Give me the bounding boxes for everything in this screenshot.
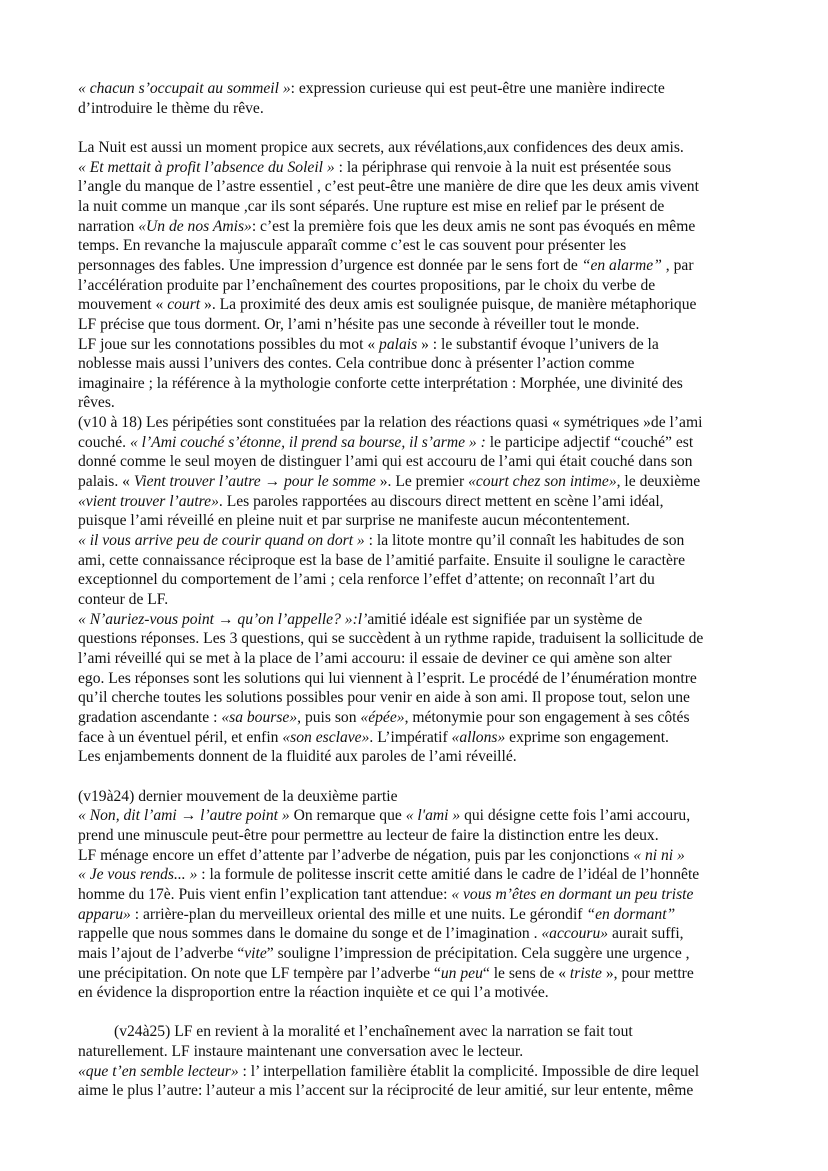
quoted-excerpt: « ni ni » xyxy=(633,846,685,864)
quoted-excerpt: apparu» xyxy=(78,905,131,923)
text-line xyxy=(78,295,768,315)
text-run: aime le plus l’autre: l’auteur a mis l’accent sur la réciprocité de leur amitié, sur leur entente, même xyxy=(78,1082,694,1100)
paragraph-p3 xyxy=(78,787,768,1003)
text-line xyxy=(78,315,768,335)
text-run: donné comme le seul moyen de distinguer l’ami qui est accouru de l’ami qui était couché dans son xyxy=(78,453,693,471)
text-line xyxy=(78,413,768,433)
text-run: “ le sens de « xyxy=(482,964,570,982)
text-line xyxy=(78,531,768,551)
paragraph-p1 xyxy=(78,79,768,118)
text-run: . L’impératif xyxy=(369,728,452,746)
text-run: exceptionnel du comportement de l’ami ; cela renforce l’effet d’attente; on reconnaît l’art du xyxy=(78,571,655,589)
text-run: : la périphrase qui renvoie à la nuit est présentée sous xyxy=(334,158,672,176)
text-line xyxy=(78,393,768,413)
text-run: On remarque que xyxy=(289,807,406,825)
text-line xyxy=(78,629,768,649)
text-run: rêves. xyxy=(78,394,115,412)
text-line xyxy=(78,1022,768,1042)
text-line xyxy=(78,649,768,669)
text-line xyxy=(78,217,768,237)
text-line xyxy=(78,236,768,256)
quoted-excerpt: “en dormant” xyxy=(586,905,676,923)
text-line xyxy=(78,944,768,964)
text-line xyxy=(78,885,768,905)
paragraph-p4 xyxy=(78,1022,768,1101)
text-run: La Nuit est aussi un moment propice aux secrets, aux révélations,aux confidences des deux amis. xyxy=(78,138,684,156)
text-line xyxy=(78,79,768,99)
text-run: gradation ascendante : xyxy=(78,708,222,726)
quoted-excerpt: un peu xyxy=(440,964,483,982)
text-line xyxy=(78,492,768,512)
text-run: qui désigne cette fois l’ami accouru, xyxy=(460,807,691,825)
text-line xyxy=(78,99,768,119)
text-run: personnages des fables. Une impression d’urgence est donnée par le sens fort de xyxy=(78,256,582,274)
text-run: : c’est la première fois que les deux amis ne sont pas évoqués en même xyxy=(251,217,696,235)
text-run: d’introduire le thème du rêve. xyxy=(78,99,264,117)
text-run: LF précise que tous dorment. Or, l’ami n’hésite pas une seconde à réveiller tout le monde. xyxy=(78,315,640,333)
text-line xyxy=(78,728,768,748)
text-run: naturellement. LF instaure maintenant une conversation avec le lecteur. xyxy=(78,1043,524,1061)
quoted-excerpt: «son esclave» xyxy=(282,728,370,746)
quoted-excerpt: «vient trouver l’autre» xyxy=(78,492,219,510)
text-line xyxy=(78,610,768,630)
text-line xyxy=(78,1042,768,1062)
text-run: prend une minuscule peut-être pour permettre au lecteur de faire la distinction entre les deux. xyxy=(78,826,659,844)
text-line xyxy=(78,452,768,472)
quoted-excerpt: « Et mettait à profit l’absence du Soleil » xyxy=(78,158,335,176)
text-run: (v19à24) dernier mouvement de la deuxième partie xyxy=(78,787,398,805)
text-line xyxy=(78,747,768,767)
quoted-excerpt: « il vous arrive peu de courir quand on dort » xyxy=(78,532,365,550)
text-line xyxy=(78,276,768,296)
quoted-excerpt: «épée» xyxy=(360,708,405,726)
text-run: noblesse mais aussi l’univers des contes. Cela contribue donc à présenter l’action comme xyxy=(78,355,635,373)
text-run: ego. Les réponses sont les solutions qui lui viennent à l’esprit. Le procédé de l’énumération montre xyxy=(78,669,697,687)
text-run: l’ami réveillé qui se met à la place de l’ami accouru: il essaie de deviner ce qui amène son alter xyxy=(78,650,672,668)
text-run: Les enjambements donnent de la fluidité aux paroles de l’ami réveillé. xyxy=(78,748,517,766)
quoted-excerpt: «que t’en semble lecteur» xyxy=(78,1062,239,1080)
text-run: face à un éventuel péril, et enfin xyxy=(78,728,283,746)
text-line xyxy=(78,177,768,197)
text-run: : la litote montre qu’il connaît les habitudes de son xyxy=(364,532,685,550)
text-run: . Les paroles rapportées au discours direct mettent en scène l’ami idéal, xyxy=(218,492,664,510)
text-line xyxy=(78,551,768,571)
text-run: : expression curieuse qui est peut-être une manière indirecte xyxy=(290,80,665,97)
text-line xyxy=(78,472,768,492)
text-run: , par xyxy=(661,256,694,274)
text-line xyxy=(78,669,768,689)
text-run: palais. « xyxy=(78,473,134,491)
quoted-excerpt: triste xyxy=(569,964,602,982)
text-line xyxy=(78,708,768,728)
text-run: imaginaire ; la référence à la mythologie conforte cette interprétation : Morphée, une divinité des xyxy=(78,374,683,392)
text-line xyxy=(78,590,768,610)
text-run: rappelle que nous sommes dans le domaine du songe et de l’imagination . xyxy=(78,925,542,943)
text-run: conteur de LF. xyxy=(78,591,169,609)
text-line xyxy=(78,197,768,217)
text-line xyxy=(78,865,768,885)
quoted-excerpt: vite xyxy=(244,944,267,962)
quoted-excerpt: « N’auriez-vous point → qu’on l’appelle? »:l’ xyxy=(78,610,368,628)
text-run: une précipitation. On note que LF tempère par l’adverbe “ xyxy=(78,964,441,982)
text-line xyxy=(78,433,768,453)
text-line xyxy=(78,1062,768,1082)
quoted-excerpt: « chacun s’occupait au sommeil » xyxy=(78,80,291,97)
text-line xyxy=(78,787,768,807)
text-line xyxy=(78,374,768,394)
text-line xyxy=(78,806,768,826)
text-run: narration xyxy=(78,217,139,235)
text-run: en évidence la disproportion entre la réaction inquiète et ce qui l’a motivée. xyxy=(78,984,549,1002)
text-run: ». Le premier xyxy=(375,473,469,491)
text-run: mouvement « xyxy=(78,296,168,314)
text-line xyxy=(78,688,768,708)
text-run: mais l’ajout de l’adverbe “ xyxy=(78,944,245,962)
quoted-excerpt: “en alarme” xyxy=(581,256,662,274)
text-run: (v10 à 18) Les péripéties sont constituées par la relation des réactions quasi « symétriques »de l’ami xyxy=(78,414,703,432)
text-run: questions réponses. Les 3 questions, qui se succèdent à un rythme rapide, traduisent la sollicitude de xyxy=(78,630,704,648)
quoted-excerpt: « l'ami » xyxy=(405,807,461,825)
quoted-excerpt: «court chez son intime» xyxy=(468,473,617,491)
paragraph-p2 xyxy=(78,138,768,767)
quoted-excerpt: « vous m’êtes en dormant un peu triste xyxy=(451,885,694,903)
text-run: : l’ interpellation familière établit la complicité. Impossible de dire lequel xyxy=(238,1062,700,1080)
quoted-excerpt: «accouru» xyxy=(541,925,609,943)
text-line xyxy=(78,826,768,846)
text-run: l’angle du manque de l’astre essentiel , c’est peut-être une manière de dire que les deux amis vivent xyxy=(78,178,699,196)
text-run: amitié idéale est signifiée par un système de xyxy=(367,610,643,628)
text-line xyxy=(78,354,768,374)
text-run: (v24à25) LF en revient à la moralité et l’enchaînement avec la narration se fait tout xyxy=(114,1023,633,1041)
text-run: , le deuxième xyxy=(616,473,701,491)
text-run: couché. xyxy=(78,433,130,451)
quoted-excerpt: «allons» xyxy=(451,728,506,746)
text-run: : la formule de politesse inscrit cette amitié dans le cadre de l’idéal de l’honnête xyxy=(197,866,700,884)
text-line xyxy=(78,138,768,158)
text-line xyxy=(78,511,768,531)
document-page xyxy=(78,79,768,1101)
quoted-excerpt: court xyxy=(167,296,201,314)
text-line xyxy=(78,846,768,866)
text-run: », pour mettre xyxy=(601,964,694,982)
paragraph-spacer xyxy=(78,1003,768,1023)
quoted-excerpt: « Je vous rends... » xyxy=(78,866,198,884)
text-run: la nuit comme un manque ,car ils sont séparés. Une rupture est mise en relief par le présent de xyxy=(78,197,665,215)
text-line xyxy=(78,924,768,944)
text-run: homme du 17è. Puis vient enfin l’explication tant attendue: xyxy=(78,885,452,903)
text-run: , métonymie pour son engagement à ses côtés xyxy=(404,708,690,726)
quoted-excerpt: «Un de nos Amis» xyxy=(138,217,252,235)
text-run: ami, cette connaissance réciproque est la base de l’amitié parfaite. Ensuite il souligne le caractère xyxy=(78,551,686,569)
text-run: ». La proximité des deux amis est soulignée puisque, de manière métaphorique xyxy=(200,296,697,314)
text-run: exprime son engagement. xyxy=(505,728,669,746)
text-run: aurait suffi, xyxy=(608,925,684,943)
text-run: : arrière-plan du merveilleux oriental des mille et une nuits. Le gérondif xyxy=(130,905,587,923)
text-line xyxy=(78,1081,768,1101)
text-run: temps. En revanche la majuscule apparaît comme c’est le cas souvent pour présenter les xyxy=(78,237,627,255)
quoted-excerpt: Vient trouver l’autre → pour le somme xyxy=(133,473,376,491)
text-run: l’accélération produite par l’enchaînement des courtes propositions, par le choix du verbe de xyxy=(78,276,656,294)
quoted-excerpt: « Non, dit l’ami → l’autre point » xyxy=(78,807,290,825)
text-line xyxy=(78,158,768,178)
text-run: LF joue sur les connotations possibles du mot « xyxy=(78,335,380,353)
text-line xyxy=(78,964,768,984)
quoted-excerpt: palais xyxy=(379,335,418,353)
quoted-excerpt: « l’Ami couché s’étonne, il prend sa bourse, il s’arme » : xyxy=(129,433,486,451)
text-run: qu’il cherche toutes les solutions possibles pour venir en aide à son ami. Il propose tout, selon une xyxy=(78,689,690,707)
text-run: LF ménage encore un effet d’attente par l’adverbe de négation, puis par les conjonctions xyxy=(78,846,634,864)
text-run: puisque l’ami réveillé en pleine nuit et par surprise ne manifeste aucun mécontentement. xyxy=(78,512,631,530)
text-line xyxy=(78,335,768,355)
text-line xyxy=(78,256,768,276)
text-run: , puis son xyxy=(297,708,361,726)
text-run: le participe adjectif “couché” est xyxy=(485,433,694,451)
text-run: » : le substantif évoque l’univers de la xyxy=(417,335,659,353)
text-line xyxy=(78,570,768,590)
quoted-excerpt: «sa bourse» xyxy=(221,708,298,726)
paragraph-spacer xyxy=(78,767,768,787)
paragraph-spacer xyxy=(78,118,768,138)
text-line xyxy=(78,983,768,1003)
text-run: ” souligne l’impression de précipitation. Cela suggère une urgence , xyxy=(266,944,690,962)
text-line xyxy=(78,905,768,925)
